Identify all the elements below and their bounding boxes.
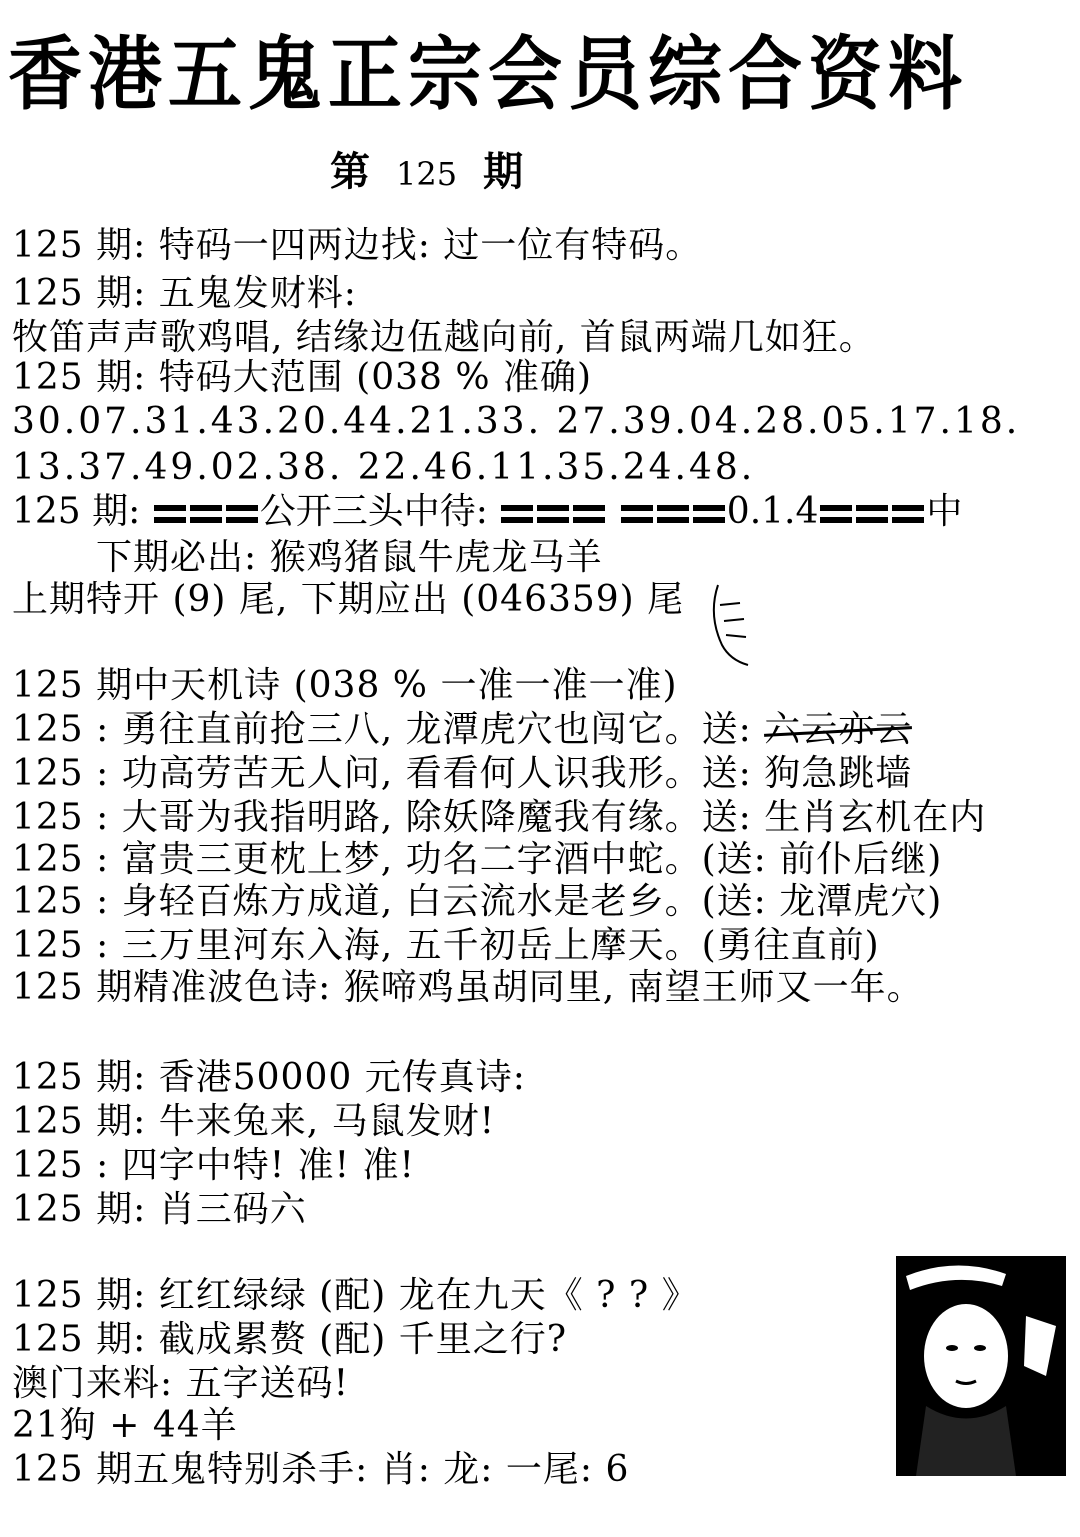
poem-line: 125 : 大哥为我指明路, 除妖降魔我有缘。送: 生肖玄机在内 xyxy=(12,797,987,838)
redaction-bar xyxy=(856,505,888,523)
text-line: 125 期: 特码一四两边找: 过一位有特码。 xyxy=(12,225,703,266)
text-line: 牧笛声声歌鸡唱, 结缘边伍越向前, 首鼠两端几如狂。 xyxy=(12,317,876,358)
text-line: 125 期: 肖三码六 xyxy=(12,1189,307,1230)
redaction-bar xyxy=(657,505,689,523)
handwritten-mark xyxy=(700,575,760,675)
redaction-bar xyxy=(820,505,852,523)
poem-line xyxy=(12,709,913,750)
redaction-bar xyxy=(892,505,924,523)
text-line: 125 期中天机诗 (038 % 一准一准一准) xyxy=(12,665,678,706)
text-line: 125 期: 五鬼发财料: xyxy=(12,273,357,314)
poem-line: 125 : 富贵三更枕上梦, 功名二字酒中蛇。(送: 前仆后继) xyxy=(12,839,943,880)
redaction-bar xyxy=(573,505,605,523)
redaction-bar xyxy=(537,505,569,523)
text-line: 125 : 四字中特! 准! 准! xyxy=(12,1145,416,1186)
line-mid-2: 0.1.4 xyxy=(726,491,819,532)
number-line: 30.07.31.43.20.44.21.33. 27.39.04.28.05.17.18. xyxy=(12,401,1021,442)
text-line: 125 期: 截成累赘 (配) 千里之行? xyxy=(12,1319,568,1360)
redaction-bar xyxy=(621,505,653,523)
text-line: 澳门来料: 五字送码! xyxy=(12,1363,350,1404)
poem-line: 125 期精准波色诗: 猴啼鸡虽胡同里, 南望王师又一年。 xyxy=(12,967,924,1008)
text-line: 125 期: 红红绿绿 (配) 龙在九天《 ? ? 》 xyxy=(12,1275,699,1316)
page-title: 香港五鬼正宗会员综合资料 xyxy=(8,28,968,122)
portrait-photo xyxy=(896,1256,1066,1476)
blocked-line xyxy=(12,491,963,532)
struck-text: 六云亦云 xyxy=(764,709,913,750)
text-line: 125 期五鬼特别杀手: 肖: 龙: 一尾: 6 xyxy=(12,1449,630,1490)
text-line: 125 期: 牛来兔来, 马鼠发财! xyxy=(12,1101,496,1142)
issue-heading xyxy=(330,140,549,197)
text-line: 21狗 + 44羊 xyxy=(12,1405,238,1446)
issue-suffix: 期 xyxy=(483,148,524,195)
poem-line: 125 : 功高劳苦无人问, 看看何人识我形。送: 狗急跳墙 xyxy=(12,753,913,794)
line-mid-1: 公开三头中待: xyxy=(259,491,488,532)
redaction-bar xyxy=(190,505,222,523)
poem-line-main: 125 : 勇往直前抢三八, 龙潭虎穴也闯它。送: xyxy=(12,709,752,750)
number-line: 13.37.49.02.38. 22.46.11.35.24.48. xyxy=(12,447,756,488)
poem-line: 125 : 身轻百炼方成道, 白云流水是老乡。(送: 龙潭虎穴) xyxy=(12,881,943,922)
line-end: 中 xyxy=(926,491,963,532)
redaction-bar xyxy=(693,505,725,523)
redaction-bar xyxy=(154,505,186,523)
redaction-bar xyxy=(226,505,258,523)
text-line: 125 期: 特码大范围 (038 % 准确) xyxy=(12,357,593,398)
text-line: 下期必出: 猴鸡猪鼠牛虎龙马羊 xyxy=(96,537,603,578)
redaction-bar xyxy=(501,505,533,523)
poem-line: 125 : 三万里河东入海, 五千初岳上摩天。(勇往直前) xyxy=(12,925,880,966)
text-line: 125 期: 香港50000 元传真诗: xyxy=(12,1057,526,1098)
issue-number: 125 xyxy=(396,155,458,193)
line-prefix: 125 期: xyxy=(12,491,141,532)
issue-prefix: 第 xyxy=(330,148,370,195)
text-line: 上期特开 (9) 尾, 下期应出 (046359) 尾 xyxy=(12,579,685,620)
